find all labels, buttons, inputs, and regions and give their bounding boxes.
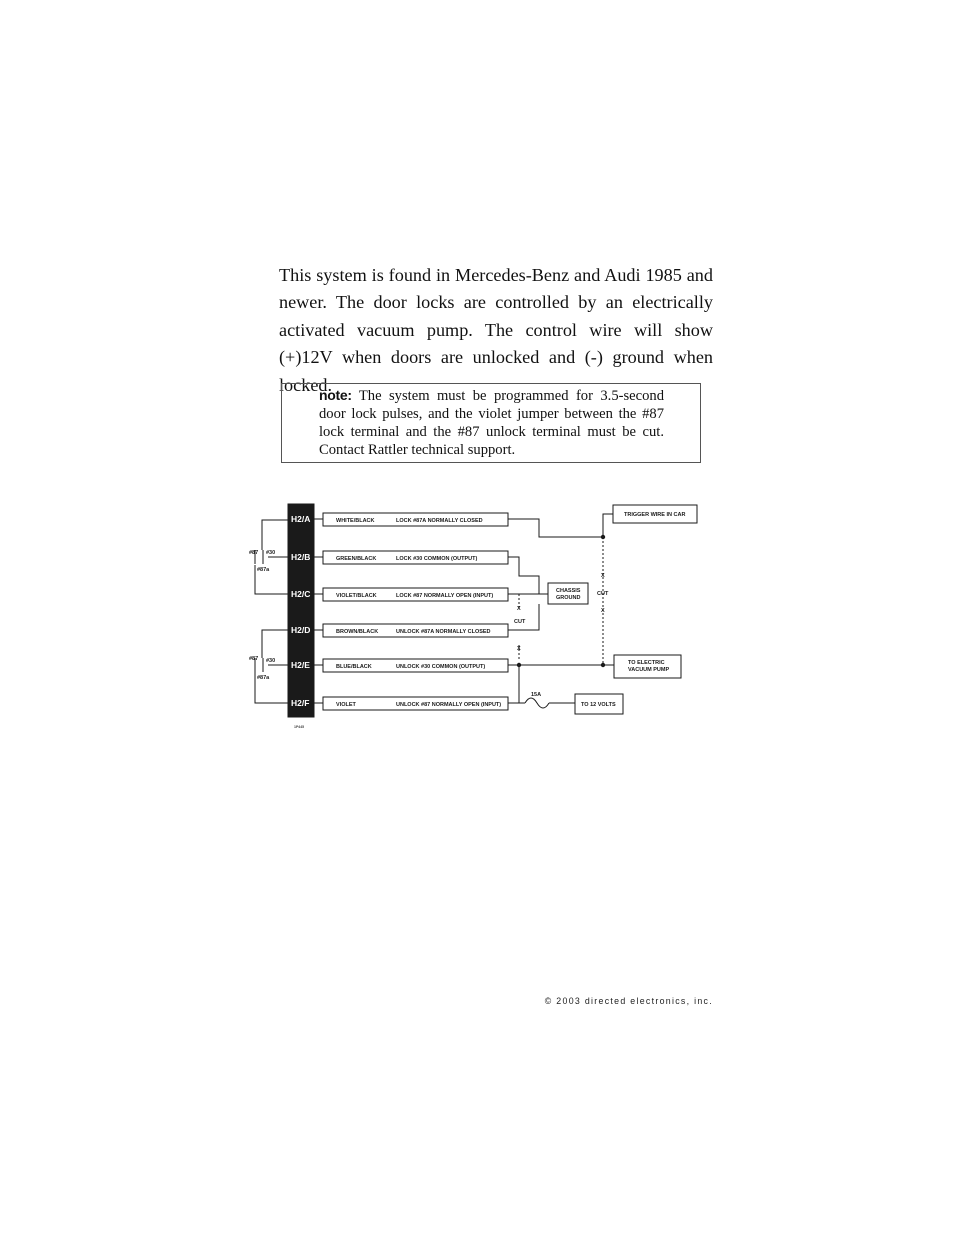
figure-code: 1P445 [294, 725, 305, 729]
note-box [281, 383, 701, 463]
pump-label-2: VACUUM PUMP [628, 667, 670, 673]
relay-label-30-unlock: #30 [266, 658, 276, 664]
wire-color-h2f: VIOLET [336, 702, 356, 708]
cut-label-right: CUT [597, 591, 609, 597]
trigger-wire-label: TRIGGER WIRE IN CAR [624, 512, 686, 518]
wire-function-h2a: LOCK #87A NORMALLY CLOSED [396, 518, 483, 524]
cut-x-mark-left-lower: X [517, 646, 521, 652]
note-label: note: [319, 387, 352, 403]
note-paragraph [319, 387, 664, 460]
wire-color-h2d: BROWN/BLACK [336, 629, 379, 635]
pin-label-h2f: H2/F [291, 698, 310, 708]
fuse-label: 15A [531, 692, 542, 698]
wire-function-h2f: UNLOCK #87 NORMALLY OPEN (INPUT) [396, 702, 502, 708]
relay-label-87a-unlock: #87a [257, 675, 270, 681]
twelve-volts-label: TO 12 VOLTS [581, 702, 616, 708]
pin-label-h2e: H2/E [291, 660, 310, 670]
wire-function-h2c: LOCK #87 NORMALLY OPEN (INPUT) [396, 593, 494, 599]
relay-label-87-lock: #87 [249, 550, 259, 556]
wire-color-h2b: GREEN/BLACK [336, 556, 377, 562]
relay-label-87-unlock: #87 [249, 656, 259, 662]
cut-x-mark-upper: X [601, 573, 605, 579]
pin-label-h2d: H2/D [291, 625, 311, 635]
relay-label-87a-lock: #87a [257, 567, 270, 573]
note-body: The system must be programmed for 3.5-second door lock pulses, and the violet jumper between the #87 lock terminal and the #87 unlock terminal must be cut. Contact Rattler technical support. [319, 388, 665, 458]
pump-label-1: TO ELECTRIC [628, 660, 665, 666]
relay-label-30-lock: #30 [266, 550, 276, 556]
chassis-label-2: GROUND [556, 595, 581, 601]
harness-connector [288, 504, 314, 717]
copyright-footer: © 2003 directed electronics, inc. [544, 996, 713, 1006]
pin-label-h2a: H2/A [291, 514, 311, 524]
wire-color-h2a: WHITE/BLACK [336, 518, 375, 524]
wire-color-h2c: VIOLET/BLACK [336, 593, 377, 599]
cut-x-mark-left: X [517, 606, 521, 612]
wire-function-h2b: LOCK #30 COMMON (OUTPUT) [396, 556, 478, 562]
pin-label-h2b: H2/B [291, 552, 311, 562]
wire-function-h2e: UNLOCK #30 COMMON (OUTPUT) [396, 664, 486, 670]
wiring-diagram [240, 495, 720, 735]
wire-function-h2d: UNLOCK #87A NORMALLY CLOSED [396, 629, 491, 635]
cut-label-left: CUT [514, 619, 526, 625]
chassis-label-1: CHASSIS [556, 588, 581, 594]
wire-color-h2e: BLUE/BLACK [336, 664, 372, 670]
intro-paragraph: This system is found in Mercedes-Benz and Audi 1985 and newer. The door locks are controlled by an electrically activated vacuum pump. The control wire will show (+)12V when doors are unlocked and (-) ground when locked. [279, 265, 713, 395]
pin-label-h2c: H2/C [291, 589, 311, 599]
cut-x-mark-lower: X [601, 608, 605, 614]
